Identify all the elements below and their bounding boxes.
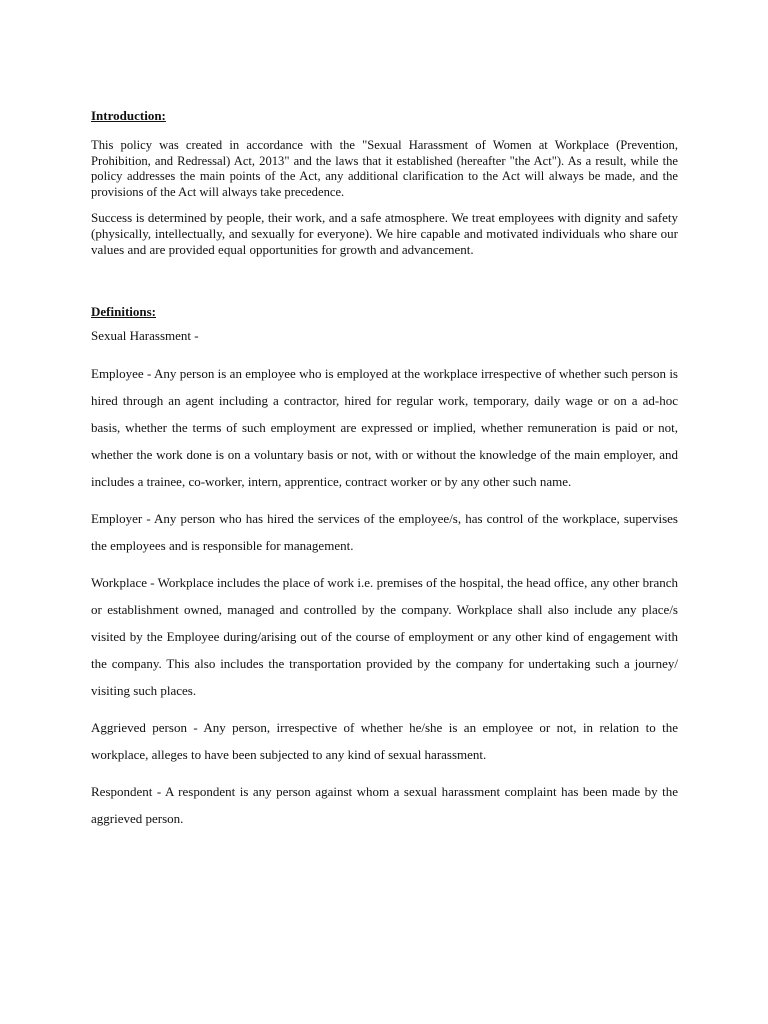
definition-employer: Employer - Any person who has hired the services of the employee/s, has control of the workplace, supervises the employees and is responsible for management. [91, 511, 678, 553]
definitions-heading: Definitions: [91, 304, 156, 319]
introduction-heading: Introduction: [91, 108, 166, 123]
definition-aggrieved-person: Aggrieved person - Any person, irrespective of whether he/she is an employee or not, in relation to the workplace, alleges to have been subjected to any kind of sexual harassment. [91, 720, 678, 762]
introduction-paragraph-1: This policy was created in accordance with the "Sexual Harassment of Women at Workplace (Prevention, Prohibition, and Redressal) Act, 2013" and the laws that it established (hereafter "the Act"). As a result, while the policy addresses the main points of the Act, any additional clarification to the Act will always be made, and the provisions of the Act will always take precedence. [91, 138, 678, 199]
introduction-paragraph-2: Success is determined by people, their work, and a safe atmosphere. We treat employees with dignity and safety (physically, intellectually, and sexually for everyone). We hire capable and motivated individuals who share our values and are provided equal opportunities for growth and advancement. [91, 210, 678, 257]
definition-sexual-harassment: Sexual Harassment - [91, 328, 199, 343]
definition-workplace: Workplace - Workplace includes the place of work i.e. premises of the hospital, the head office, any other branch or establishment owned, managed and controlled by the company. Workplace shall also include any place/s visited by the Employee during/arising out of the course of employment or any other kind of engagement with the company. This also includes the transportation provided by the company for undertaking such a journey/ visiting such places. [91, 575, 678, 698]
document-body [91, 108, 678, 842]
definition-respondent: Respondent - A respondent is any person against whom a sexual harassment complaint has been made by the aggrieved person. [91, 784, 678, 826]
section-spacer [91, 258, 678, 304]
definition-employee: Employee - Any person is an employee who is employed at the workplace irrespective of whether such person is hired through an agent including a contractor, hired for regular work, temporary, daily wage or on a ad-hoc basis, whether the terms of such employment are expressed or implied, whether remuneration is paid or not, whether the work done is on a voluntary basis or not, with or without the knowledge of the main employer, and includes a trainee, co-worker, intern, apprentice, contract worker or by any other such name. [91, 366, 678, 489]
